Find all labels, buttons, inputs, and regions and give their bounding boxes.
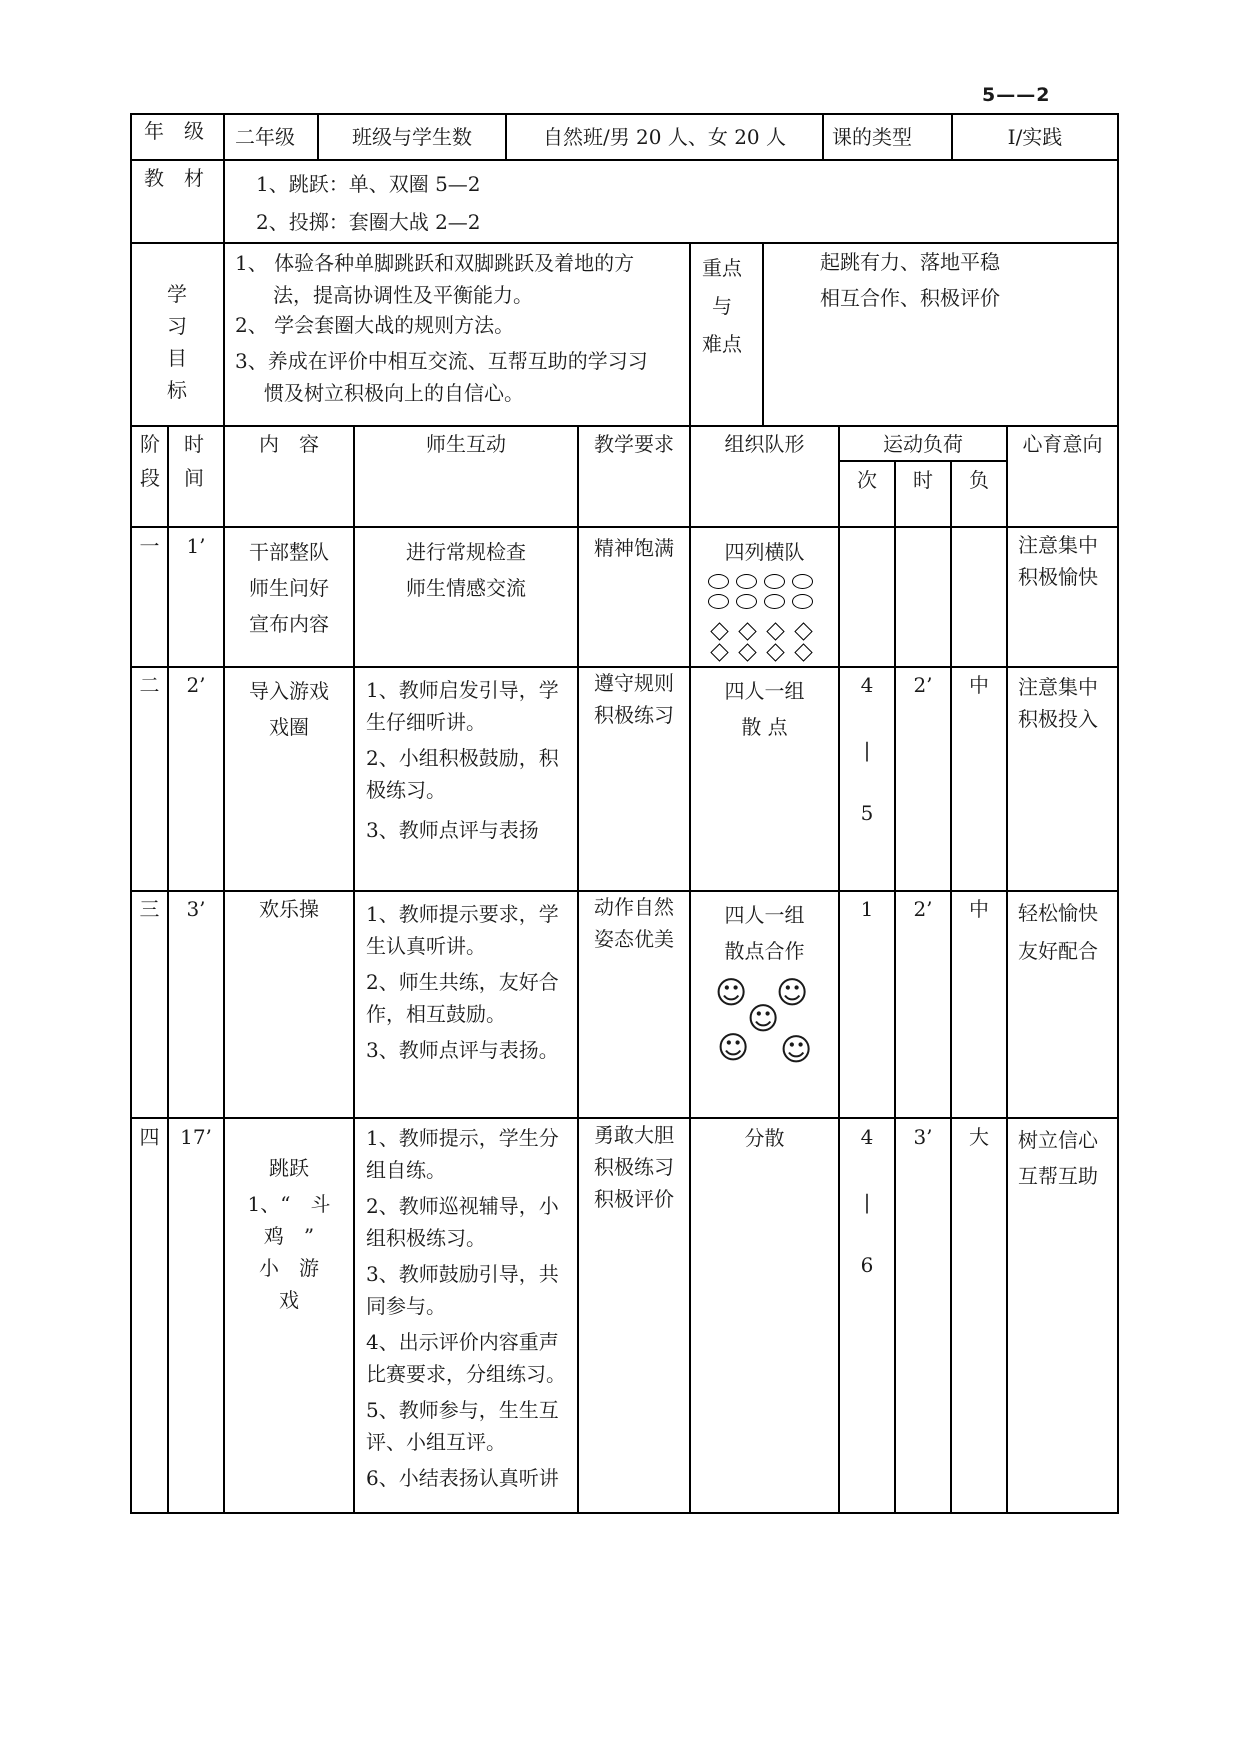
row-content: 欢乐操 bbox=[259, 897, 319, 921]
row-interaction: 3、教师点评与表扬 bbox=[366, 818, 539, 842]
col-time: 时 bbox=[184, 432, 204, 456]
row-interaction: 2、师生共练，友好合 bbox=[366, 970, 559, 994]
student-oval bbox=[708, 574, 729, 589]
row-stage: 三 bbox=[139, 897, 160, 921]
row-content: 1、“ 斗 bbox=[247, 1192, 331, 1216]
row-stage: 二 bbox=[139, 673, 160, 697]
row-stage: 一 bbox=[139, 534, 160, 558]
row-interaction: 3、教师鼓励引导，共 bbox=[366, 1262, 559, 1286]
student-diamond bbox=[738, 622, 756, 640]
objectives-label: 学 bbox=[167, 282, 187, 306]
row-content: 小 游 bbox=[259, 1256, 319, 1280]
table-divider bbox=[689, 242, 691, 425]
row-interaction: 6、小结表扬认真听讲 bbox=[366, 1466, 559, 1490]
row-interaction: 4、出示评价内容重声 bbox=[366, 1330, 559, 1354]
objective-line: 3、养成在评价中相互交流、互帮互助的学习习 bbox=[235, 349, 648, 373]
grade-label: 年 级 bbox=[144, 119, 204, 143]
table-divider bbox=[689, 425, 691, 1514]
student-oval bbox=[792, 594, 813, 609]
table-divider bbox=[223, 113, 225, 159]
row-content: 戏 bbox=[279, 1288, 299, 1312]
materials-item: 2、投掷：套圈大战 2—2 bbox=[256, 210, 481, 234]
row-load-intensity: 中 bbox=[969, 897, 989, 921]
row-mental: 友好配合 bbox=[1018, 939, 1098, 963]
row-mental: 轻松愉快 bbox=[1018, 901, 1098, 925]
student-oval bbox=[736, 594, 757, 609]
row-interaction: 生仔细听讲。 bbox=[366, 710, 486, 734]
row-formation: 分散 bbox=[744, 1126, 785, 1150]
student-oval bbox=[708, 594, 729, 609]
student-diamond bbox=[794, 643, 812, 661]
row-content: 鸡 ” bbox=[263, 1224, 315, 1248]
row-mental: 互帮互助 bbox=[1018, 1164, 1098, 1188]
row-load-intensity: 中 bbox=[969, 673, 989, 697]
row-interaction: 2、小组积极鼓励，积 bbox=[366, 746, 559, 770]
table-divider bbox=[894, 460, 896, 1514]
col-time: 间 bbox=[184, 466, 204, 490]
key-points-label: 难点 bbox=[702, 332, 742, 356]
key-points-label: 重点 bbox=[702, 256, 742, 280]
row-load-times: 6 bbox=[860, 1253, 874, 1277]
student-diamond bbox=[766, 622, 784, 640]
table-divider bbox=[838, 460, 1006, 462]
row-requirement: 积极练习 bbox=[594, 703, 674, 727]
objective-line: 1、 体验各种单脚跳跃和双脚跳跃及着地的方 bbox=[235, 251, 635, 275]
key-points-label: 与 bbox=[712, 294, 732, 318]
row-mental: 注意集中 bbox=[1018, 533, 1098, 557]
row-content: 干部整队 bbox=[249, 540, 329, 564]
col-load-duration: 时 bbox=[913, 468, 933, 492]
row-interaction: 1、教师提示，学生分 bbox=[366, 1126, 559, 1150]
row-load-times: 4 bbox=[860, 1125, 874, 1149]
row-mental: 积极投入 bbox=[1018, 707, 1098, 731]
row-interaction: 组自练。 bbox=[366, 1158, 446, 1182]
materials-item: 1、跳跃：单、双圈 5—2 bbox=[256, 172, 481, 196]
col-load-intensity: 负 bbox=[969, 468, 989, 492]
col-requirement: 教学要求 bbox=[594, 432, 674, 456]
row-interaction: 师生情感交流 bbox=[406, 576, 526, 600]
row-time: 3’ bbox=[186, 897, 206, 921]
row-interaction: 极练习。 bbox=[366, 778, 446, 802]
row-load-times: | bbox=[863, 738, 871, 762]
table-divider bbox=[838, 425, 840, 1514]
row-interaction: 生认真听讲。 bbox=[366, 934, 486, 958]
row-interaction: 5、教师参与，生生互 bbox=[366, 1398, 559, 1422]
four-row-formation-diagram bbox=[708, 574, 828, 666]
row-content: 戏圈 bbox=[269, 715, 309, 739]
row-interaction: 比赛要求，分组练习。 bbox=[366, 1362, 566, 1386]
row-formation: 散 点 bbox=[741, 715, 788, 739]
objective-line: 惯及树立积极向上的自信心。 bbox=[264, 381, 524, 405]
student-diamond bbox=[710, 643, 728, 661]
table-divider bbox=[130, 159, 1119, 161]
row-requirement: 遵守规则 bbox=[594, 671, 674, 695]
smiley-icon: ☺ bbox=[776, 975, 809, 1011]
table-border bbox=[130, 113, 1119, 115]
row-interaction: 1、教师提示要求，学 bbox=[366, 902, 559, 926]
row-time: 1’ bbox=[186, 534, 206, 558]
grade-value: 二年级 bbox=[235, 125, 295, 149]
row-interaction: 2、教师巡视辅导，小 bbox=[366, 1194, 559, 1218]
table-border bbox=[130, 1512, 1119, 1514]
smiley-icon: ☺ bbox=[715, 975, 748, 1011]
lesson-type-label: 课的类型 bbox=[832, 125, 912, 149]
row-time: 17’ bbox=[180, 1125, 212, 1149]
materials-label: 教 材 bbox=[144, 166, 204, 190]
table-border bbox=[1117, 113, 1119, 1514]
student-diamond bbox=[794, 622, 812, 640]
student-oval bbox=[736, 574, 757, 589]
row-interaction: 组积极练习。 bbox=[366, 1226, 486, 1250]
objectives-label: 标 bbox=[167, 378, 187, 402]
student-diamond bbox=[766, 643, 784, 661]
objectives-label: 目 bbox=[167, 346, 187, 370]
row-formation: 四人一组 bbox=[724, 903, 805, 927]
table-border bbox=[130, 113, 132, 1514]
key-point: 相互合作、积极评价 bbox=[820, 286, 1000, 310]
table-divider bbox=[1006, 425, 1008, 1514]
row-interaction: 3、教师点评与表扬。 bbox=[366, 1038, 559, 1062]
lesson-type-value: Ⅰ/实践 bbox=[1007, 125, 1063, 149]
col-interaction: 师生互动 bbox=[426, 432, 506, 456]
row-requirement: 勇敢大胆 bbox=[594, 1123, 674, 1147]
row-requirement: 精神饱满 bbox=[594, 536, 674, 560]
col-formation: 组织队形 bbox=[724, 432, 805, 456]
row-requirement: 动作自然 bbox=[594, 895, 674, 919]
student-diamond bbox=[710, 622, 728, 640]
row-interaction: 评、小组互评。 bbox=[366, 1430, 506, 1454]
smiley-formation-diagram bbox=[712, 975, 822, 1068]
row-time: 2’ bbox=[186, 673, 206, 697]
col-load: 运动负荷 bbox=[883, 432, 963, 456]
student-oval bbox=[764, 574, 785, 589]
row-mental: 积极愉快 bbox=[1018, 565, 1098, 589]
row-load-times: | bbox=[863, 1190, 871, 1214]
row-mental: 树立信心 bbox=[1018, 1128, 1098, 1152]
row-load-times: 1 bbox=[860, 897, 874, 921]
row-load-duration: 3’ bbox=[913, 1125, 933, 1149]
smiley-icon: ☺ bbox=[780, 1032, 813, 1068]
table-divider bbox=[167, 425, 169, 1514]
col-stage: 段 bbox=[140, 466, 160, 490]
class-label: 班级与学生数 bbox=[352, 125, 472, 149]
key-point: 起跳有力、落地平稳 bbox=[820, 250, 1000, 274]
class-value: 自然班/男 20 人、女 20 人 bbox=[542, 125, 787, 149]
col-mental: 心育意向 bbox=[1022, 432, 1103, 456]
table-divider bbox=[822, 113, 824, 159]
table-divider bbox=[223, 159, 225, 242]
row-formation: 散点合作 bbox=[724, 939, 805, 963]
table-divider bbox=[130, 1117, 1119, 1119]
row-interaction: 1、教师启发引导，学 bbox=[366, 678, 559, 702]
row-load-duration: 2’ bbox=[913, 673, 933, 697]
table-divider bbox=[130, 242, 1119, 244]
table-divider bbox=[762, 242, 764, 425]
objectives-label: 习 bbox=[167, 314, 187, 338]
student-diamond bbox=[738, 643, 756, 661]
student-oval bbox=[792, 574, 813, 589]
row-formation: 四列横队 bbox=[724, 540, 805, 564]
row-load-intensity: 大 bbox=[969, 1125, 989, 1149]
row-content: 导入游戏 bbox=[249, 679, 329, 703]
table-divider bbox=[223, 242, 225, 425]
row-requirement: 积极练习 bbox=[594, 1155, 674, 1179]
table-divider bbox=[577, 425, 579, 1514]
row-interaction: 进行常规检查 bbox=[406, 540, 526, 564]
row-requirement: 姿态优美 bbox=[594, 927, 674, 951]
col-content: 内 容 bbox=[259, 432, 319, 456]
objective-line: 法，提高协调性及平衡能力。 bbox=[273, 283, 533, 307]
table-divider bbox=[950, 460, 952, 1514]
table-divider bbox=[130, 526, 1119, 528]
row-load-duration: 2’ bbox=[913, 897, 933, 921]
row-stage: 四 bbox=[139, 1125, 160, 1149]
row-load-times: 4 bbox=[860, 673, 874, 697]
row-interaction: 作，相互鼓励。 bbox=[366, 1002, 506, 1026]
row-requirement: 积极评价 bbox=[594, 1187, 674, 1211]
row-load-times: 5 bbox=[860, 801, 874, 825]
row-formation: 四人一组 bbox=[724, 679, 805, 703]
row-interaction: 同参与。 bbox=[366, 1294, 446, 1318]
col-stage: 阶 bbox=[140, 432, 160, 456]
row-content: 跳跃 bbox=[269, 1156, 309, 1180]
smiley-icon: ☺ bbox=[747, 1001, 780, 1037]
student-oval bbox=[764, 594, 785, 609]
col-load-times: 次 bbox=[857, 468, 877, 492]
objective-line: 2、 学会套圈大战的规则方法。 bbox=[235, 313, 515, 337]
row-mental: 注意集中 bbox=[1018, 675, 1098, 699]
table-divider bbox=[130, 425, 1119, 427]
page-number: 5——2 bbox=[982, 84, 1051, 106]
row-content: 宣布内容 bbox=[249, 612, 329, 636]
smiley-icon: ☺ bbox=[717, 1030, 750, 1066]
row-content: 师生问好 bbox=[249, 576, 329, 600]
